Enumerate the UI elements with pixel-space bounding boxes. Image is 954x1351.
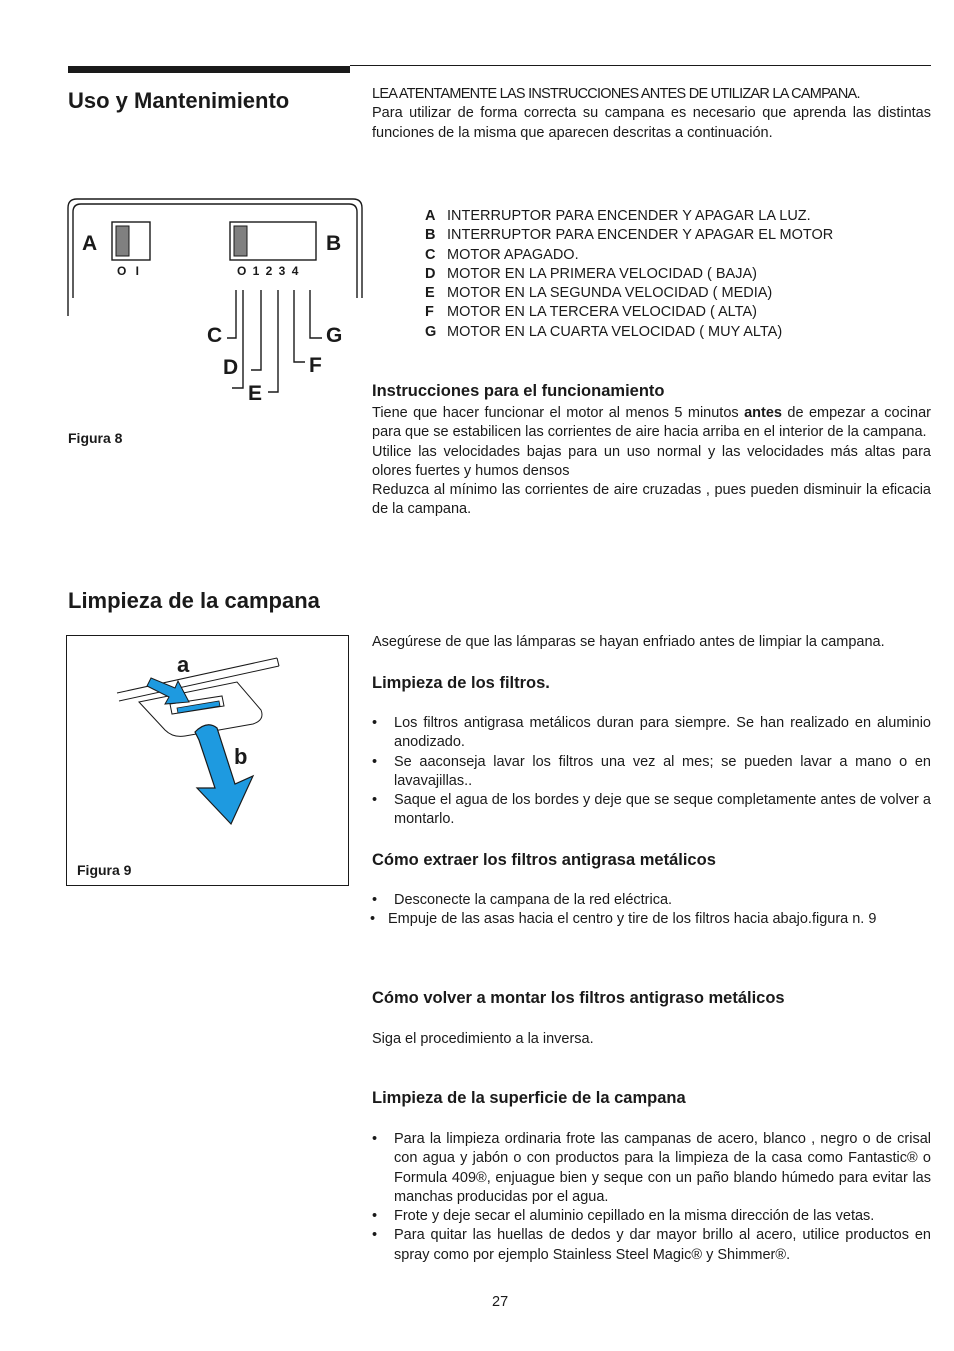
instructions-p1: Tiene que hacer funcionar el motor al menos 5 minutos antes de empezar a cocinar para que se estabilicen las corrientes de aire hacia arriba en el interior de la campana. [372,405,932,441]
list-item: • Frote y deje secar el aluminio cepillado en la misma dirección de las vetas. [372,1207,931,1226]
section-title-uso: Uso y Mantenimiento [68,88,290,113]
legend-row: G MOTOR EN LA CUARTA VELOCIDAD ( MUY ALTA) [425,323,783,340]
filters-heading: Limpieza de los filtros. [372,674,550,692]
label-f: F [309,354,322,377]
label-b: B [326,232,342,255]
extract-list [372,891,931,930]
label-b-lower: b [234,744,248,769]
label-c: C [207,324,223,347]
section-title-limpieza: Limpieza de la campana [68,588,320,613]
label-a: A [82,232,98,255]
list-item: • Desconecte la campana de la red eléctrica. [372,891,931,910]
switch-legend [425,207,833,342]
list-item: • Para la limpieza ordinaria frote las campanas de acero, blanco , negro o de crisal con agua y jabón o con productos para la limpieza de la casa como Fantastic® o Formula 409®, enjuague bien y seque con un paño blando húmedo para evitar las manchas producidas por el agua. [372,1130,931,1207]
surface-heading: Limpieza de la superficie de la campana [372,1089,686,1107]
figure-8-caption: Figura 8 [68,430,123,446]
header-rule [350,65,931,66]
legend-row: E MOTOR EN LA SEGUNDA VELOCIDAD ( MEDIA) [425,285,773,302]
control-panel-diagram [66,196,366,411]
label-g: G [326,324,343,347]
figure-8 [66,196,366,411]
instructions-heading: Instrucciones para el funcionamiento [372,382,665,400]
list-item: • Empuje de las asas hacia el centro y tire de los filtros hacia abajo.figura n. 9 [370,910,929,929]
instructions-p3: Reduzca al mínimo las corrientes de aire cruzadas , pues pueden disminuir la eficacia de la campana. [372,482,931,518]
surface-list [372,1130,931,1265]
intro-text [372,85,931,143]
list-item: • Se aaconseja lavar los filtros una vez al mes; se pueden lavar a mano o en lavavajillas.. [372,753,931,792]
switch-b-marks: O 1 2 3 4 [237,264,299,278]
header-bar [68,66,350,73]
cleaning-intro: Asegúrese de que las lámparas se hayan enfriado antes de limpiar la campana. [372,634,885,650]
instructions-p2: Utilice las velocidades bajas para un uso normal y las velocidades más altas para olores fuertes y humos densos [372,443,931,479]
page-number: 27 [492,1294,509,1310]
legend-row: D MOTOR EN LA PRIMERA VELOCIDAD ( BAJA) [425,265,757,282]
label-a-lower: a [177,652,190,677]
remount-heading: Cómo volver a montar los filtros antigraso metálicos [372,989,785,1007]
intro-upper: LEA ATENTAMENTE LAS INSTRUCCIONES ANTES DE UTILIZAR LA CAMPANA. [372,86,860,102]
switch-a-marks: O I [117,264,140,278]
list-item: • Para quitar las huellas de dedos y dar mayor brillo al acero, utilice productos en spray como por ejemplo Stainless Steel Magic® y Shimmer®. [372,1226,931,1265]
legend-row: A INTERRUPTOR PARA ENCENDER Y APAGAR LA LUZ. [425,208,811,224]
extract-heading: Cómo extraer los filtros antigrasa metálicos [372,851,716,869]
intro-body: Para utilizar de forma correcta su campana es necesario que aprenda las distintas funciones de la misma que aparecen descritas a continuación. [372,105,931,141]
legend-row: B INTERRUPTOR PARA ENCENDER Y APAGAR EL MOTOR [425,227,834,244]
list-item: • Los filtros antigrasa metálicos duran para siempre. Se han realizado en aluminio anodizado. [372,714,931,753]
figure-9-caption: Figura 9 [77,862,132,878]
label-e: E [248,382,263,405]
instructions-text [372,404,931,520]
legend-row: C MOTOR APAGADO. [425,246,579,263]
legend-row: F MOTOR EN LA TERCERA VELOCIDAD ( ALTA) [425,304,757,321]
label-d: D [223,356,239,379]
list-item: • Saque el agua de los bordes y deje que se seque completamente antes de volver a montarlo. [372,791,931,830]
remount-text: Siga el procedimiento a la inversa. [372,1031,594,1047]
filter-removal-diagram [67,636,348,885]
figure-9 [66,635,349,886]
filters-list [372,714,931,830]
